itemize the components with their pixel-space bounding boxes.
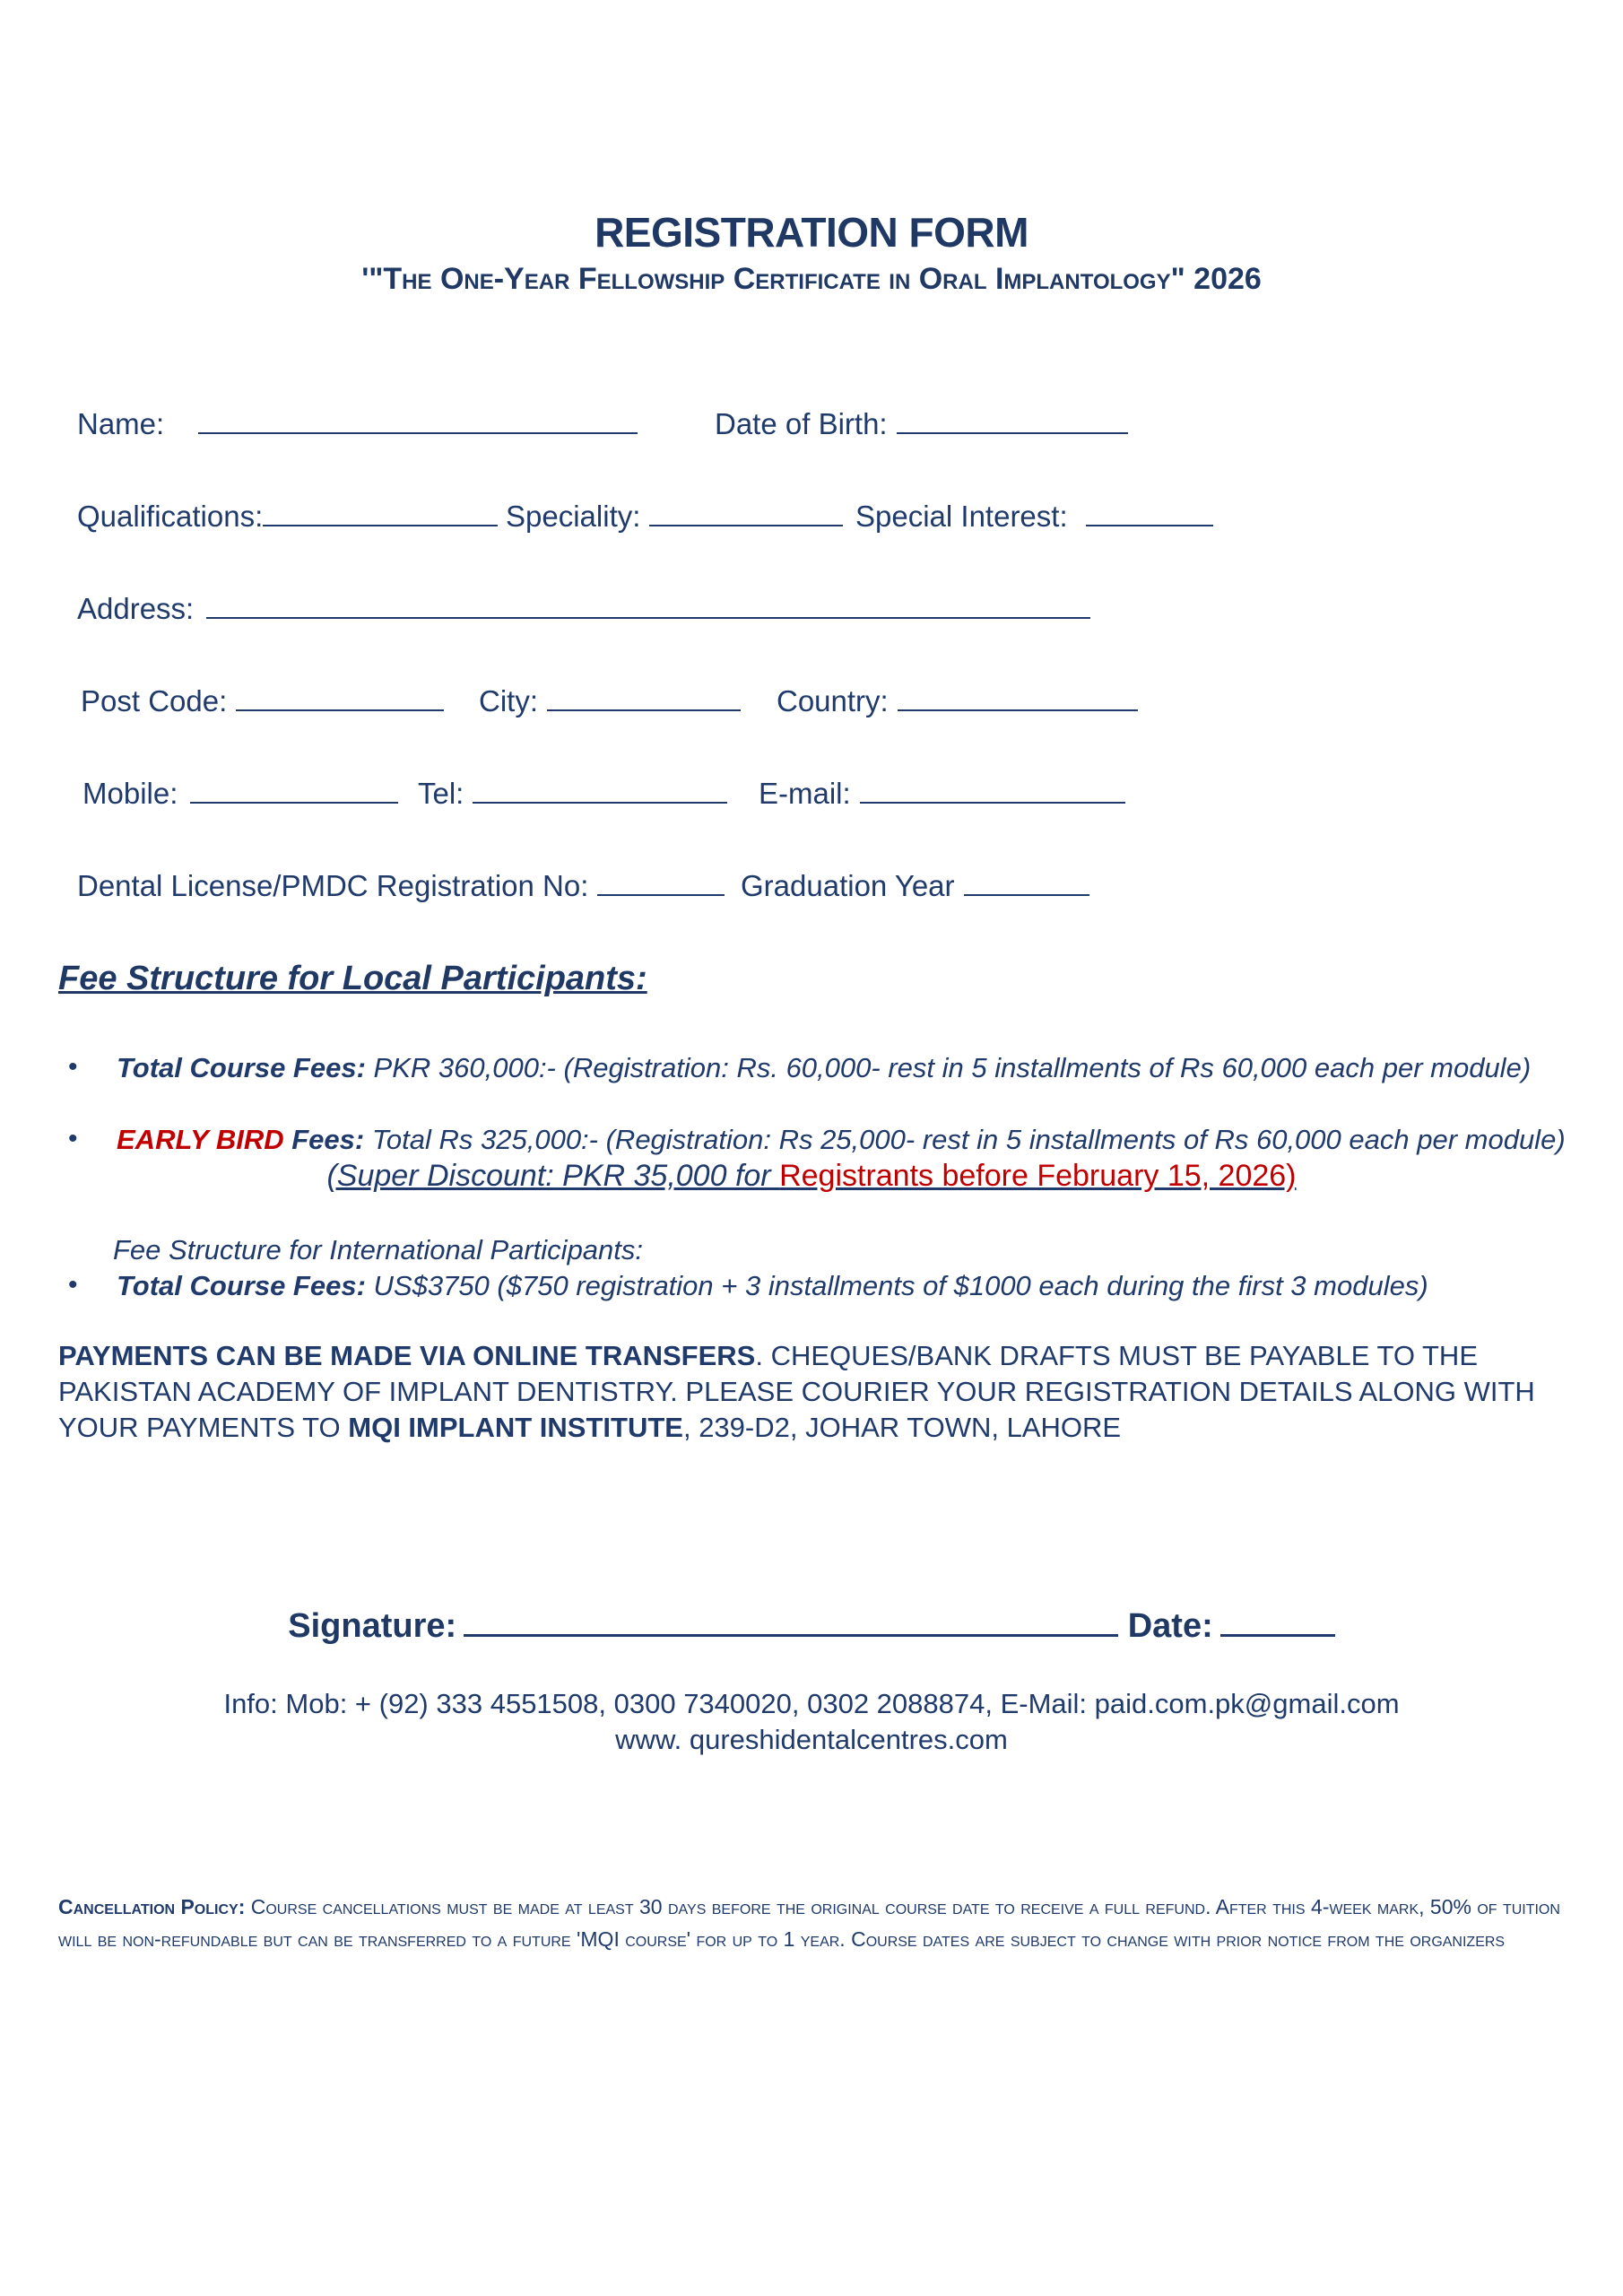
city-field [479,683,741,718]
intl-fee-heading: Fee Structure for International Participants: [113,1234,644,1265]
bullet-icon: • [68,1124,78,1153]
super-discount-deadline: Registrants before February 15, 2026) [779,1159,1297,1193]
signature-row [0,1604,1623,1646]
early-bird-fees-label: Fees: [283,1124,365,1155]
local-fee-label: Total Course Fees: [117,1052,366,1083]
contact-info: Info: Mob: + (92) 333 4551508, 0300 7340020, 0302 2088874, E-Mail: paid.com.pk@gmail.com [223,1688,1400,1719]
city-input-line[interactable] [547,683,741,711]
super-discount [0,1159,1623,1194]
dob-label: Date of Birth: [715,407,888,440]
email-field [759,775,1125,811]
page-subtitle: '"The One-Year Fellowship Certificate in Oral Implantology" 2026 [361,262,1262,296]
name-label: Name: [77,407,165,440]
website: www. qureshidentalcentres.com [615,1724,1008,1755]
country-input-line[interactable] [898,683,1138,711]
super-discount-prefix: (Super Discount: PKR 35,000 for [326,1159,780,1193]
speciality-input-line[interactable] [649,498,843,526]
tel-field [418,775,727,811]
local-fee-item [117,1052,1531,1084]
early-bird-label: EARLY BIRD [117,1124,284,1155]
fee-heading: Fee Structure for Local Participants: [58,960,647,997]
payment-bold-2: MQI IMPLANT INSTITUTE [348,1412,683,1443]
license-label: Dental License/PMDC Registration No: [77,869,589,902]
name-input-line[interactable] [198,405,638,434]
speciality-field [506,498,843,534]
email-input-line[interactable] [860,775,1125,804]
address-input-line[interactable] [206,590,1090,619]
cancellation-policy [58,1891,1574,1955]
city-label: City: [479,684,538,718]
country-label: Country: [777,684,889,718]
post-code-input-line[interactable] [236,683,444,711]
bullet-icon: • [68,1052,78,1082]
local-fee-text: PKR 360,000:- (Registration: Rs. 60,000- rest in 5 installments of Rs 60,000 each per module) [365,1052,1532,1083]
date-label: Date: [1127,1607,1213,1645]
mobile-field [82,775,398,811]
graduation-input-line[interactable] [964,867,1089,896]
email-label: E-mail: [759,777,851,810]
intl-fee-item [117,1270,1428,1302]
dob-field [715,405,1128,441]
post-code-field [81,683,444,718]
payment-instructions [58,1338,1583,1446]
signature-label: Signature: [288,1607,457,1645]
mobile-input-line[interactable] [190,775,398,804]
tel-label: Tel: [418,777,464,810]
graduation-field [741,867,1089,903]
special-interest-input-line[interactable] [1086,498,1213,526]
signature-line[interactable] [464,1604,1118,1637]
page-title: REGISTRATION FORM [595,209,1028,256]
speciality-label: Speciality: [506,500,641,533]
address-field [77,590,1090,626]
name-field [77,405,638,441]
country-field [777,683,1138,718]
date-line[interactable] [1220,1604,1335,1637]
graduation-label: Graduation Year [741,869,955,902]
license-input-line[interactable] [597,867,725,896]
early-bird-item [117,1124,1566,1156]
bullet-icon: • [68,1270,78,1300]
tel-input-line[interactable] [473,775,727,804]
qualifications-input-line[interactable] [263,498,498,526]
policy-label: Cancellation Policy: [58,1895,246,1918]
license-field [77,867,725,903]
post-code-label: Post Code: [81,684,228,718]
special-interest-label: Special Interest: [855,500,1068,533]
dob-input-line[interactable] [897,405,1128,434]
policy-text: Course cancellations must be made at least 30 days before the original course date to receive a full refund. After this 4-week mark, 50% of tuition will be non-refundable but can be transferred to a future 'MQI course' for up to 1 year. Course dates are subject to change with prior notice from the organizers [58,1895,1560,1951]
early-bird-text: Total Rs 325,000:- (Registration: Rs 25,000- rest in 5 installments of Rs 60,000 each per module) [364,1124,1566,1155]
address-label: Address: [77,592,195,625]
intl-fee-text: US$3750 ($750 registration + 3 installments of $1000 each during the first 3 modules) [365,1270,1428,1301]
qualifications-label: Qualifications: [77,500,264,533]
payment-text-1: . CHEQUES/BANK DRAFTS MUST BE PAYABLE TO THE PAKISTAN ACADEMY OF IMPLANT DENTISTRY. PLEASE COURIER YOUR REGISTRATION DETAILS ALONG WITH YOUR PAYMENTS TO [58,1340,1535,1443]
qualifications-field [77,498,498,534]
payment-bold-1: PAYMENTS CAN BE MADE VIA ONLINE TRANSFERS [58,1340,756,1371]
payment-text-2: , 239-D2, JOHAR TOWN, LAHORE [682,1412,1122,1443]
intl-fee-label: Total Course Fees: [117,1270,366,1301]
special-interest-field [855,498,1213,534]
mobile-label: Mobile: [82,777,178,810]
